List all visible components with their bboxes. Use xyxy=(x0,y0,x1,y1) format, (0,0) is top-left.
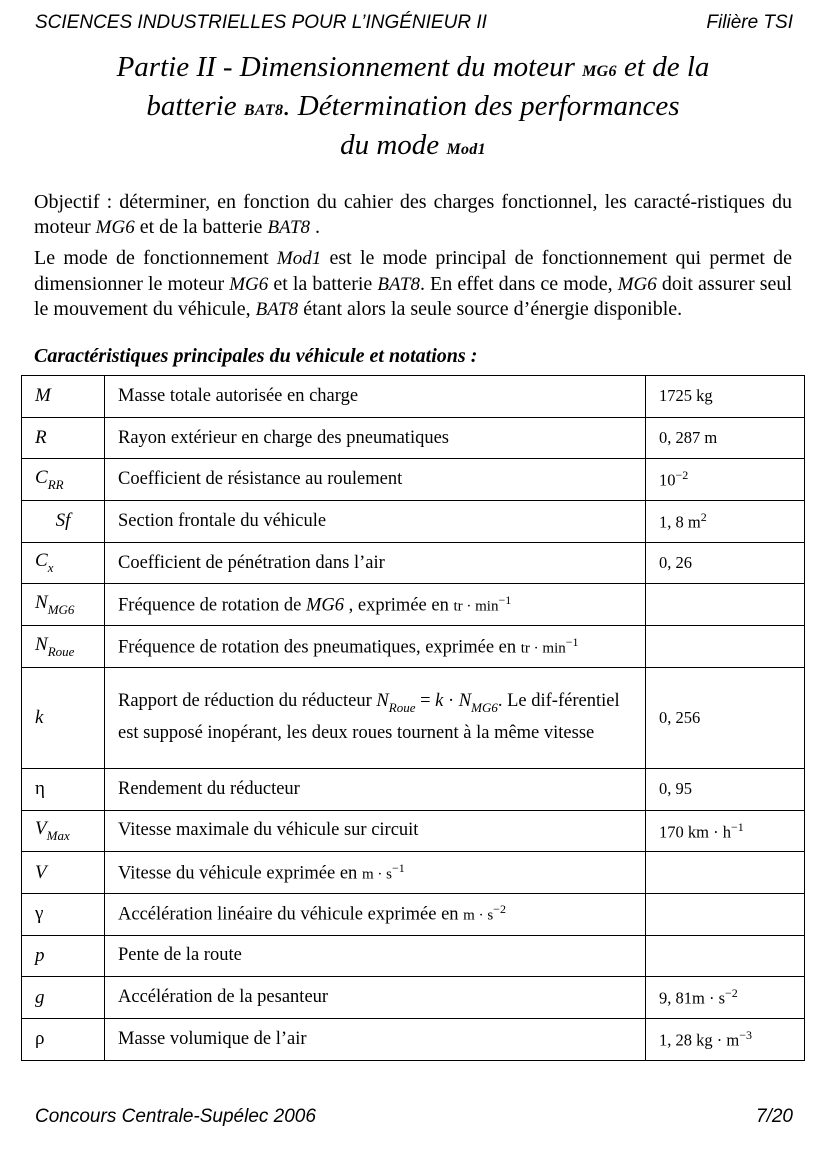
description-cell: Accélération de la pesanteur xyxy=(105,977,646,1019)
description-cell: Pente de la route xyxy=(105,935,646,977)
footer-contest: Concours Centrale-Supélec 2006 xyxy=(35,1106,316,1127)
symbol-cell: $C_x$ xyxy=(22,542,105,584)
symbol-cell: γ xyxy=(22,893,105,935)
value-cell: 0, 256 xyxy=(646,667,805,768)
symbol-cell: $N_{Roue}$ xyxy=(22,626,105,668)
symbol-cell: Sf xyxy=(22,501,105,543)
section-subheading: Caractéristiques principales du véhicule et notations : xyxy=(34,345,478,367)
page-footer xyxy=(35,1106,793,1128)
value-cell: 1, 8 $m^2$ xyxy=(646,501,805,543)
table-row xyxy=(22,810,805,852)
description-cell: Masse volumique de l’air xyxy=(105,1018,646,1060)
table-row xyxy=(22,584,805,626)
value-cell: 0, 95 xyxy=(646,768,805,810)
page-header xyxy=(35,12,793,34)
title-text: du mode xyxy=(340,129,447,161)
symbol-cell: V xyxy=(22,852,105,894)
mode-paragraph: Le mode de fonctionnement Mod1 est le mode principal de fonctionnement qui permet de dimensionner le moteur MG6 et la batterie BAT8. En effet dans ce mode, MG6 doit assurer seul le mouvement du véhicule, BAT8 étant alors la seule source d’énergie disponible. xyxy=(34,247,793,320)
symbol-cell: ρ xyxy=(22,1018,105,1060)
description-cell: Fréquence de rotation des pneumatiques, exprimée en tr · $\min^{-1}$ xyxy=(105,626,646,668)
table-row xyxy=(22,542,805,584)
title-mode: Mod1 xyxy=(446,141,486,158)
value-cell: 1, 28 kg · $m^{-3}$ xyxy=(646,1018,805,1060)
objective-paragraph: Objectif : déterminer, en fonction du cahier des charges fonctionnel, les caracté-ristiques du moteur MG6 et de la batterie BAT8 . xyxy=(34,191,792,238)
description-cell: Vitesse du véhicule exprimée en $m \cdot s^{-1}$ xyxy=(105,852,646,894)
value-cell xyxy=(646,935,805,977)
symbol-cell: $V_{Max}$ xyxy=(22,810,105,852)
description-cell: Section frontale du véhicule xyxy=(105,501,646,543)
title-text: . Détermination des performances xyxy=(283,90,680,122)
table-row xyxy=(22,977,805,1019)
description-cell: Rayon extérieur en charge des pneumatiques xyxy=(105,417,646,459)
table-row xyxy=(22,417,805,459)
value-cell: 0, 287 m xyxy=(646,417,805,459)
page-title xyxy=(0,50,826,167)
vehicle-characteristics-table xyxy=(21,375,805,1061)
table-row xyxy=(22,626,805,668)
description-cell: Accélération linéaire du véhicule exprimée en $m \cdot s^{-2}$ xyxy=(105,893,646,935)
table-row xyxy=(22,852,805,894)
value-cell xyxy=(646,893,805,935)
description-cell: Fréquence de rotation de MG6 , exprimée en tr · $\min^{-1}$ xyxy=(105,584,646,626)
symbol-cell: R xyxy=(22,417,105,459)
table-row xyxy=(22,893,805,935)
value-cell xyxy=(646,626,805,668)
table-row xyxy=(22,768,805,810)
table-row xyxy=(22,459,805,501)
symbol-cell: g xyxy=(22,977,105,1019)
table-row xyxy=(22,501,805,543)
table-row xyxy=(22,935,805,977)
title-motor: MG6 xyxy=(582,63,617,80)
description-cell: Vitesse maximale du véhicule sur circuit xyxy=(105,810,646,852)
description-cell: Rendement du réducteur xyxy=(105,768,646,810)
description-cell: Rapport de réduction du réducteur $N_{Roue} = k \cdot N_{MG6}$. Le dif-férentiel est supposé inopérant, les deux roues tournent à la même vitesse xyxy=(105,667,646,768)
description-cell: Coefficient de résistance au roulement xyxy=(105,459,646,501)
value-cell: $10^{-2}$ xyxy=(646,459,805,501)
symbol-cell: η xyxy=(22,768,105,810)
symbol-cell: k xyxy=(22,667,105,768)
header-track: Filière TSI xyxy=(706,12,793,33)
table-row xyxy=(22,376,805,418)
table-row xyxy=(22,1018,805,1060)
value-cell: 170 km · $h^{-1}$ xyxy=(646,810,805,852)
title-battery: BAT8 xyxy=(243,102,284,119)
symbol-cell: M xyxy=(22,376,105,418)
value-cell xyxy=(646,852,805,894)
title-text: et de la xyxy=(616,51,710,83)
header-subject: SCIENCES INDUSTRIELLES POUR L’INGÉNIEUR II xyxy=(35,12,487,33)
symbol-cell: $N_{MG6}$ xyxy=(22,584,105,626)
title-text: Partie II - Dimensionnement du moteur xyxy=(116,51,583,83)
symbol-cell: $C_{RR}$ xyxy=(22,459,105,501)
title-text: batterie xyxy=(146,90,244,122)
page-number: 7/20 xyxy=(756,1106,793,1127)
table-row xyxy=(22,667,805,768)
description-cell: Masse totale autorisée en charge xyxy=(105,376,646,418)
description-cell: Coefficient de pénétration dans l’air xyxy=(105,542,646,584)
symbol-cell: p xyxy=(22,935,105,977)
value-cell xyxy=(646,584,805,626)
value-cell: 1725 kg xyxy=(646,376,805,418)
value-cell: 0, 26 xyxy=(646,542,805,584)
value-cell: 9, $81m \cdot s^{-2}$ xyxy=(646,977,805,1019)
